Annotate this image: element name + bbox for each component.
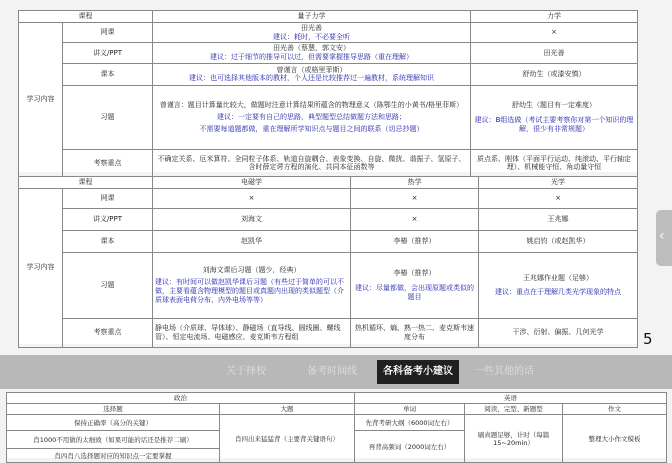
mechanics-exercise-cell	[471, 85, 638, 149]
quantum-lecture-note: 建议：过于细节的推导可以过，但需要掌握推导思路（重在理解）	[210, 53, 413, 61]
english-writing-cell: 整理大小作文模板	[563, 415, 667, 463]
quantum-textbook-text: 曾谨言（或格里菲斯）	[276, 65, 347, 74]
optics-lecture-cell: 王兆娜	[479, 208, 638, 230]
english-writing-header: 作文	[563, 404, 667, 415]
optics-focus-cell: 干涉、衍射、偏振、几何光学	[479, 318, 638, 347]
politics-mc-item: 肖四肖八选择题对应的知识点一定要掌握	[7, 449, 220, 463]
politics-header: 政治	[7, 393, 355, 404]
optics-textbook-cell: 姚启钧（或赵凯华）	[479, 230, 638, 252]
mechanics-exercise-note: 建议：B组选做（考试主要考察你对第一个知识的理解，很少有非常规题）	[474, 115, 634, 133]
optics-exercise-text: 王兆娜作业题（足够）	[523, 273, 593, 282]
mechanics-lecture-cell: 田光善	[471, 43, 638, 64]
row-label-lecture: 讲义/PPT	[63, 208, 153, 230]
mechanics-online-cell: ×	[471, 22, 638, 43]
study-content-label: 学习内容	[19, 188, 63, 347]
optics-exercise-cell	[479, 252, 638, 318]
course-header: 课程	[19, 11, 153, 23]
tab-subject-tips[interactable]: 各科备考小建议	[377, 360, 459, 384]
quantum-lecture-text: 田光善（蔡慧，郭文安）	[273, 44, 350, 53]
chevron-left-icon: ‹	[659, 228, 665, 244]
quantum-online-note: 建议：耗时，不必要全听	[273, 32, 350, 41]
em-focus-cell: 静电场（介质球、导体球）、静磁场（直导线、圆线圈、螺线管）、恒定电流场、电磁感应、麦克斯韦方程组	[153, 318, 351, 347]
quantum-header: 量子力学	[153, 11, 471, 23]
row-label-lecture: 讲义/PPT	[63, 43, 153, 64]
em-exercise-text: 刘海文课后习题（题少，经典）	[202, 266, 301, 275]
thermo-exercise-cell	[351, 252, 479, 318]
thermo-textbook-cell: 李椿（推荐）	[351, 230, 479, 252]
mechanics-focus-cell: 质点系、刚体（平面平行运动、纯滚动、平行轴定理）、机械能守恒、角动量守恒	[471, 149, 638, 177]
politics-mc-header: 选择题	[7, 404, 220, 415]
em-exercise-cell	[153, 252, 351, 318]
politics-english-table	[6, 392, 666, 458]
mechanics-header: 力学	[471, 11, 638, 23]
politics-essay-cell: 肖四出来猛猛背（主要背关键语句）	[220, 415, 355, 463]
page-number: 5	[643, 330, 653, 348]
optics-online-cell: ×	[479, 188, 638, 208]
section-tabs	[205, 360, 549, 384]
course-header: 课程	[19, 177, 153, 189]
thermo-exercise-note: 建议：尽量都做，会出现原题或类似的题目	[355, 283, 474, 301]
thermo-online-cell: ×	[351, 188, 479, 208]
em-online-cell: ×	[153, 188, 351, 208]
em-header: 电磁学	[153, 177, 351, 189]
quantum-exercise-text: 曾谨言：题目计算量比较大，做题时注意计算结果所蕴含的物理意义（陈鄂生的小黄书/格里菲斯）	[159, 101, 464, 110]
quantum-focus-cell: 不确定关系、厄米算符、全同粒子体系、轨道自旋耦合、表象变换、自旋、微扰、谐振子、氢原子、含时薛定谔方程的演化、共同本征函数等	[153, 149, 471, 177]
mechanics-textbook-cell: 舒幼生（或漆安慎）	[471, 63, 638, 85]
politics-mc-item: 肖1000不用做的太细致（如果可能的话还是推荐二刷）	[7, 431, 220, 449]
row-label-online: 网课	[63, 188, 153, 208]
em-textbook-cell: 赵凯华	[153, 230, 351, 252]
quantum-lecture-cell	[153, 43, 471, 64]
english-reading-header: 阅读、完型、新题型	[465, 404, 563, 415]
em-thermo-optics-table	[18, 176, 637, 344]
quantum-exercise-note-2: 不需要每道题都做，重在理解所学知识点与题目之间的联系（切忌抄题）	[199, 124, 424, 133]
english-vocab-header: 单词	[355, 404, 465, 415]
row-label-focus: 考察重点	[63, 318, 153, 347]
quantum-online-text: 田光善	[301, 23, 322, 32]
quantum-exercise-cell	[153, 85, 471, 149]
row-label-exercise: 习题	[63, 85, 153, 149]
side-expand-tab[interactable]	[656, 210, 672, 266]
english-vocab-item: 再背高频词（2000词左右）	[355, 431, 465, 463]
optics-exercise-note: 建议：重点在于理解几类光学现象的特点	[495, 288, 621, 297]
quantum-mechanics-table	[18, 10, 637, 172]
quantum-exercise-note-1: 建议：一定要有自己的思路，典型题型总结做题方法和思路；	[217, 112, 406, 121]
politics-essay-header: 大题	[220, 404, 355, 415]
row-label-textbook: 课本	[63, 230, 153, 252]
em-exercise-note: 建议：有时间可以做赵凯华课后习题（有些过于简单的可以不做，主要看蕴含物理模型的题目或真题内出现的类似题型（介质球表面电荷分布、内外电场等等）	[155, 278, 344, 304]
em-lecture-cell: 刘海文	[153, 208, 351, 230]
row-label-focus: 考察重点	[63, 149, 153, 177]
english-reading-cell: 刷真题足够，计时（每篇15~20min）	[465, 415, 563, 463]
tab-school-choice[interactable]: 关于择校	[226, 366, 266, 377]
mechanics-exercise-text: 舒幼生（题目有一定难度）	[512, 101, 596, 110]
thermo-exercise-text: 李椿（推荐）	[393, 269, 436, 278]
english-vocab-item: 先背考研大纲（6000词左右）	[355, 415, 465, 431]
quantum-textbook-note: 建议：也可选择其他版本的教材，个人还是比较推荐过一遍教材，系统理解知识	[189, 74, 434, 83]
thermo-focus-cell: 热机循环、熵、熟一热二、麦克斯韦速度分布	[351, 318, 479, 347]
row-label-online: 网课	[63, 22, 153, 43]
row-label-exercise: 习题	[63, 252, 153, 318]
english-header: 英语	[355, 393, 667, 404]
tab-other-words[interactable]: 一些其他的话	[474, 366, 534, 377]
row-label-textbook: 课本	[63, 63, 153, 85]
thermo-header: 热学	[351, 177, 479, 189]
quantum-textbook-cell	[153, 63, 471, 85]
tab-timeline[interactable]: 备考时间线	[307, 366, 357, 377]
thermo-lecture-cell: ×	[351, 208, 479, 230]
study-content-label: 学习内容	[19, 22, 63, 177]
politics-mc-item: 保持正确率（高分的关键）	[7, 415, 220, 431]
quantum-online-cell	[153, 22, 471, 43]
optics-header: 光学	[479, 177, 638, 189]
